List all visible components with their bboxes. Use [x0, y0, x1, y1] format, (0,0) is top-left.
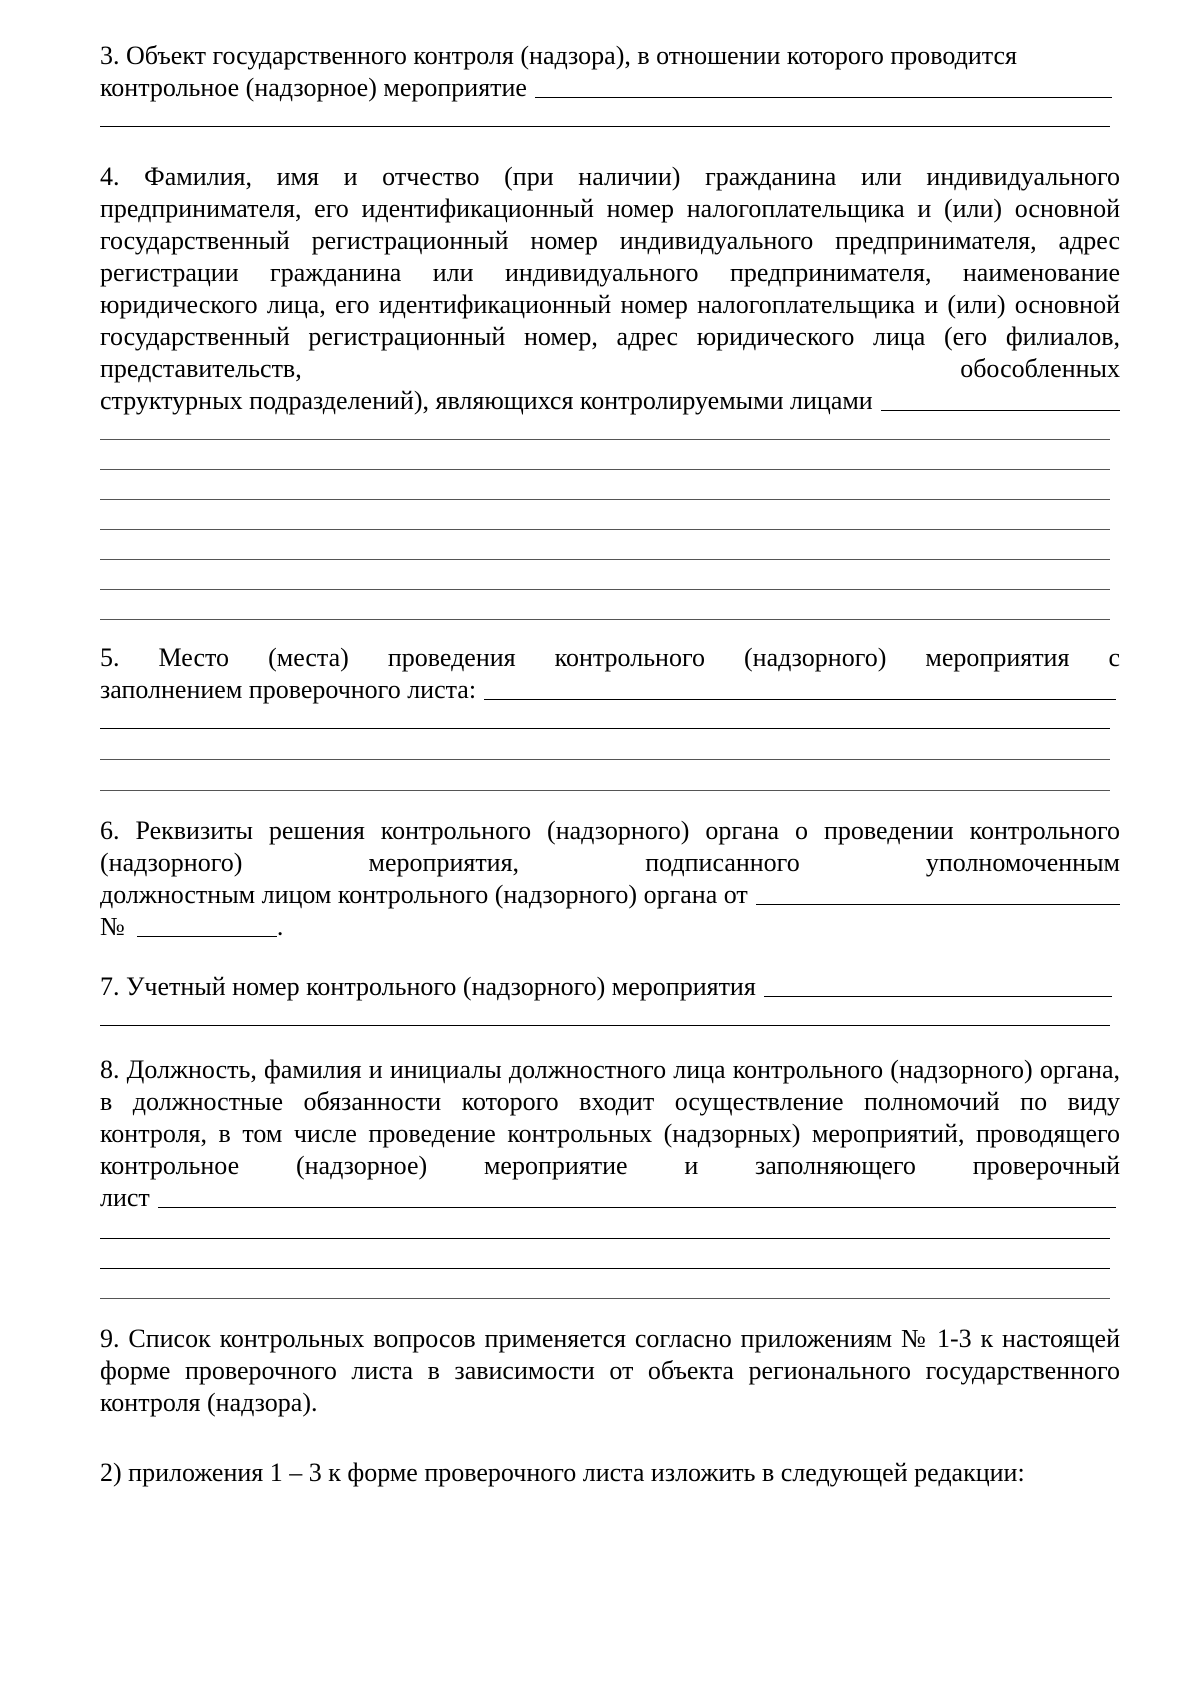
- section-8-last-line-row: [100, 1182, 1116, 1214]
- section-7-line-1-row: [100, 971, 1112, 1003]
- section-7-line-1: 7. Учетный номер контрольного (надзорного) мероприятия: [100, 972, 756, 1001]
- section-6-line-3-row: [100, 879, 1120, 911]
- section-5-line-2: заполнением проверочного листа:: [100, 675, 477, 704]
- section-4-text: 4. Фамилия, имя и отчество (при наличии) гражданина или индивидуального предпринимателя, его идентификационный номер налогоплательщика и (или) основной государственный регистрационный номер индивидуального предпринимателя, адрес регистрации гражданина или индивидуального предпринимателя, наименование юридического лица, его идентификационный номер налогоплательщика и (или) основной государственный регистрационный номер, адрес юридического лица (его филиалов, представительств, обособленных: [100, 162, 1120, 383]
- section-4-last-line: структурных подразделений), являющихся контролируемыми лицами: [100, 386, 873, 415]
- section-3-line-1: 3. Объект государственного контроля (надзора), в отношении которого проводится: [100, 41, 1017, 70]
- section-6-period: .: [276, 912, 284, 941]
- section-4-blank-inline[interactable]: [881, 410, 1120, 411]
- section-5-blank-inline[interactable]: [484, 699, 1116, 700]
- section-9: [100, 1323, 1120, 1419]
- section-6-line-3: должностным лицом контрольного (надзорного) органа от: [100, 880, 748, 909]
- section-8-text: 8. Должность, фамилия и инициалы должностного лица контрольного (надзорного) органа, в должностные обязанности которого входит осуществление полномочий по виду контроля, в том числе проведение контрольных (надзорных) мероприятий, проводящего контрольное (надзорное) мероприятие и заполняющего проверочный: [100, 1055, 1120, 1180]
- section-6: [100, 815, 1120, 943]
- section-8-last-line: лист: [100, 1183, 150, 1212]
- section-7: [100, 971, 1120, 1026]
- section-6-date-blank[interactable]: [756, 904, 1120, 905]
- section-4-last-line-row: [100, 385, 1120, 417]
- amendment: [100, 1457, 1120, 1489]
- section-8-blank-inline[interactable]: [158, 1207, 1116, 1208]
- section-7-blank-inline[interactable]: [764, 996, 1112, 997]
- document-page: [100, 40, 1120, 1489]
- section-5: [100, 642, 1120, 791]
- section-6-text: 6. Реквизиты решения контрольного (надзорного) органа о проведении контрольного (надзорного) мероприятия, подписанного уполномоченным: [100, 816, 1120, 877]
- section-5-line-2-row: [100, 674, 1116, 706]
- section-9-text: 9. Список контрольных вопросов применяется согласно приложениям № 1-3 к настоящей форме проверочного листа в зависимости от объекта регионального государственного контроля (надзора).: [100, 1324, 1120, 1417]
- section-4: [100, 161, 1120, 620]
- section-3-blank-inline[interactable]: [535, 97, 1112, 98]
- section-6-number-row: [100, 911, 1120, 943]
- section-3: [100, 40, 1120, 127]
- section-5-line-1: 5. Место (места) проведения контрольного (надзорного) мероприятия с: [100, 643, 1120, 672]
- amendment-text: 2) приложения 1 – 3 к форме проверочного листа изложить в следующей редакции:: [100, 1458, 1025, 1487]
- section-3-line-2-row: [100, 72, 1112, 104]
- section-3-line-2: контрольное (надзорное) мероприятие: [100, 73, 527, 102]
- section-8: [100, 1054, 1120, 1299]
- section-6-number-blank[interactable]: [137, 914, 277, 937]
- section-6-number-sign: №: [100, 912, 125, 941]
